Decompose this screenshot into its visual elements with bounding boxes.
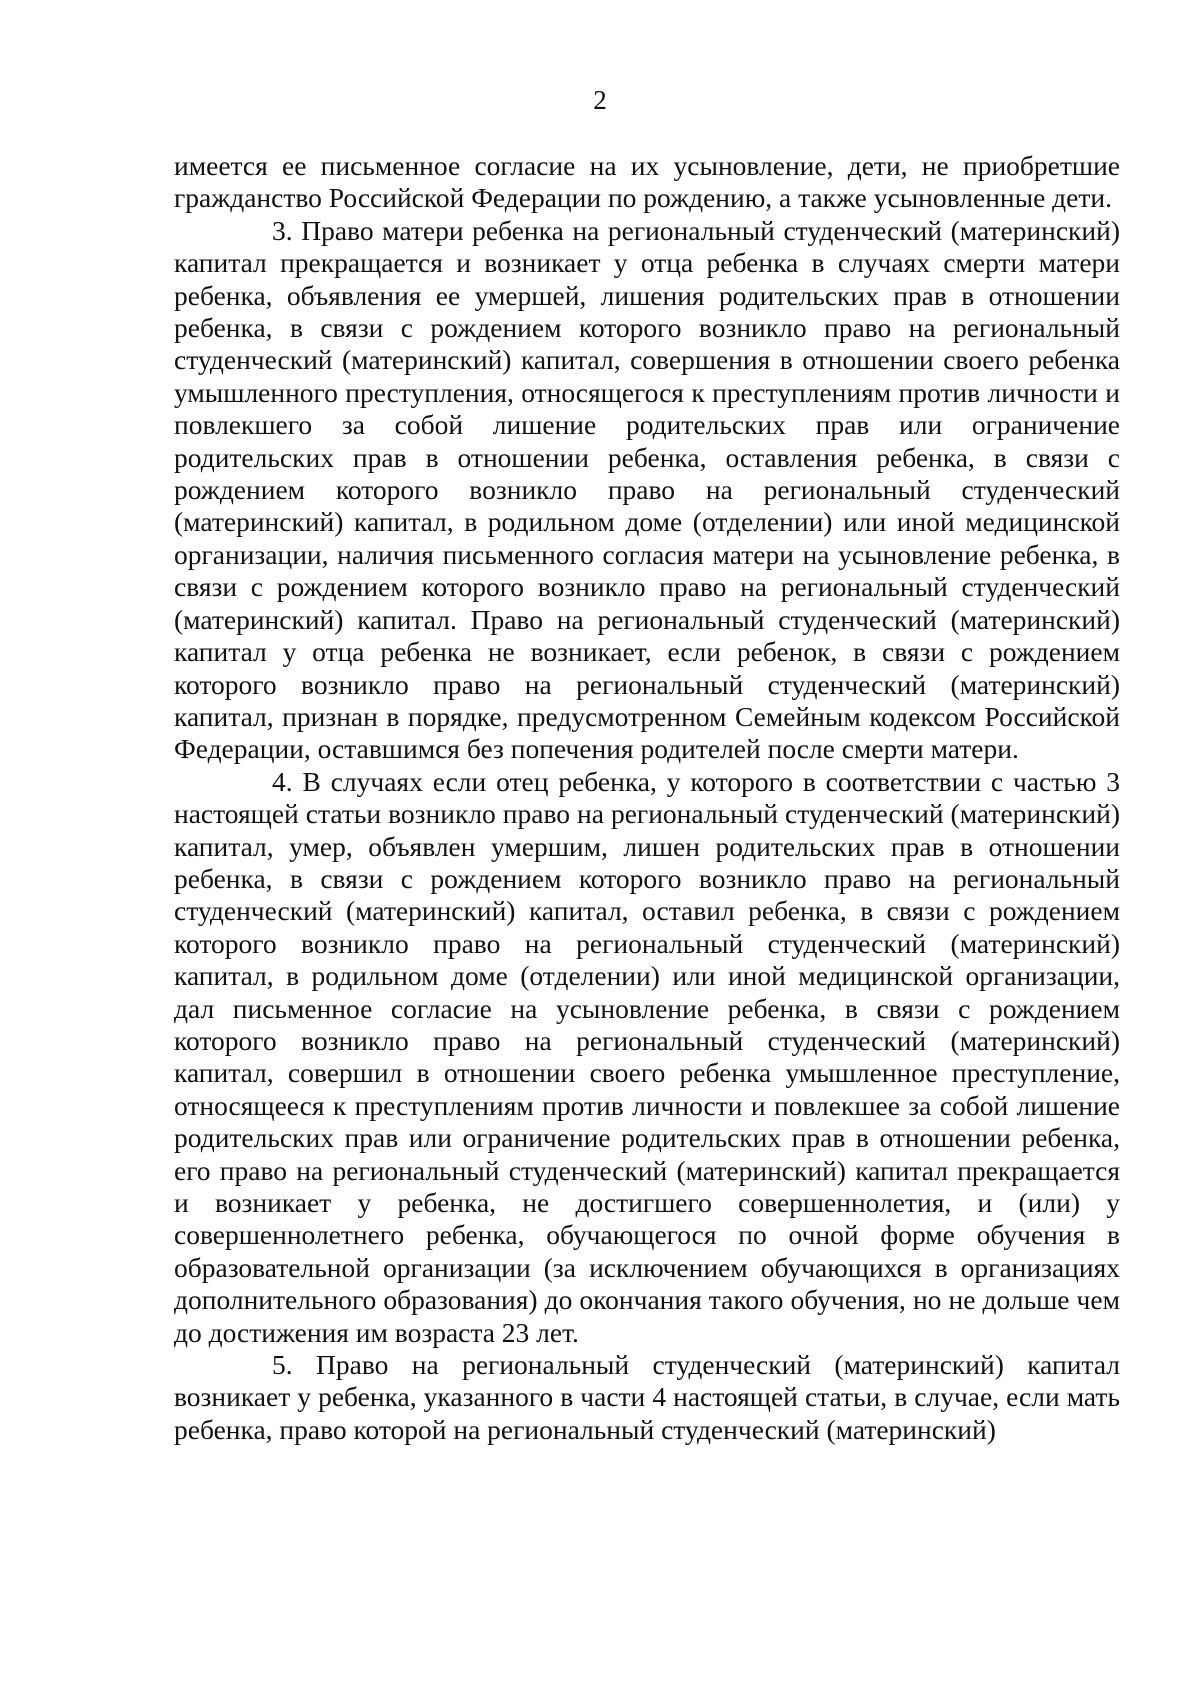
paragraph-clause-5: 5. Право на региональный студенческий (материнский) капитал возникает у ребенка, указанного в части 4 настоящей статьи, в случае, если мать ребенка, право которой на региональный студенческий (материнский) bbox=[174, 1349, 1120, 1445]
paragraph-continuation: имеется ее письменное согласие на их усыновление, дети, не приобретшие гражданство Российской Федерации по рождению, а также усыновленные дети. bbox=[174, 150, 1120, 214]
page-number: 2 bbox=[593, 85, 607, 115]
paragraph-clause-3: 3. Право матери ребенка на региональный студенческий (материнский) капитал прекращается и возникает у отца ребенка в случаях смерти матери ребенка, объявления ее умершей, лишения родительских прав в отношении ребенка, в связи с рождением которого возникло право на региональный студенческий (материнский) капитал, совершения в отношении своего ребенка умышленного преступления, относящегося к преступлениям против личности и повлекшего за собой лишение родительских прав или ограничение родительских прав в отношении ребенка, оставления ребенка, в связи с рождением которого возникло право на региональный студенческий (материнский) капитал, в родильном доме (отделении) или иной медицинской организации, наличия письменного согласия матери на усыновление ребенка, в связи с рождением которого возникло право на региональный студенческий (материнский) капитал. Право на региональный студенческий (материнский) капитал у отца ребенка не возникает, если ребенок, в связи с рождением которого возникло право на региональный студенческий (материнский) капитал, признан в порядке, предусмотренном Семейным кодексом Российской Федерации, оставшимся без попечения родителей после смерти матери. bbox=[174, 214, 1120, 765]
document-body bbox=[174, 150, 1120, 1446]
paragraph-clause-4: 4. В случаях если отец ребенка, у которого в соответствии с частью 3 настоящей статьи возникло право на региональный студенческий (материнский) капитал, умер, объявлен умершим, лишен родительских прав в отношении ребенка, в связи с рождением которого возникло право на региональный студенческий (материнский) капитал, оставил ребенка, в связи с рождением которого возникло право на региональный студенческий (материнский) капитал, в родильном доме (отделении) или иной медицинской организации, дал письменное согласие на усыновление ребенка, в связи с рождением которого возникло право на региональный студенческий (материнский) капитал, совершил в отношении своего ребенка умышленное преступление, относящееся к преступлениям против личности и повлекшее за собой лишение родительских прав или ограничение родительских прав в отношении ребенка, его право на региональный студенческий (материнский) капитал прекращается и возникает у ребенка, не достигшего совершеннолетия, и (или) у совершеннолетнего ребенка, обучающегося по очной форме обучения в образовательной организации (за исключением обучающихся в организациях дополнительного образования) до окончания такого обучения, но не дольше чем до достижения им возраста 23 лет. bbox=[174, 765, 1120, 1348]
